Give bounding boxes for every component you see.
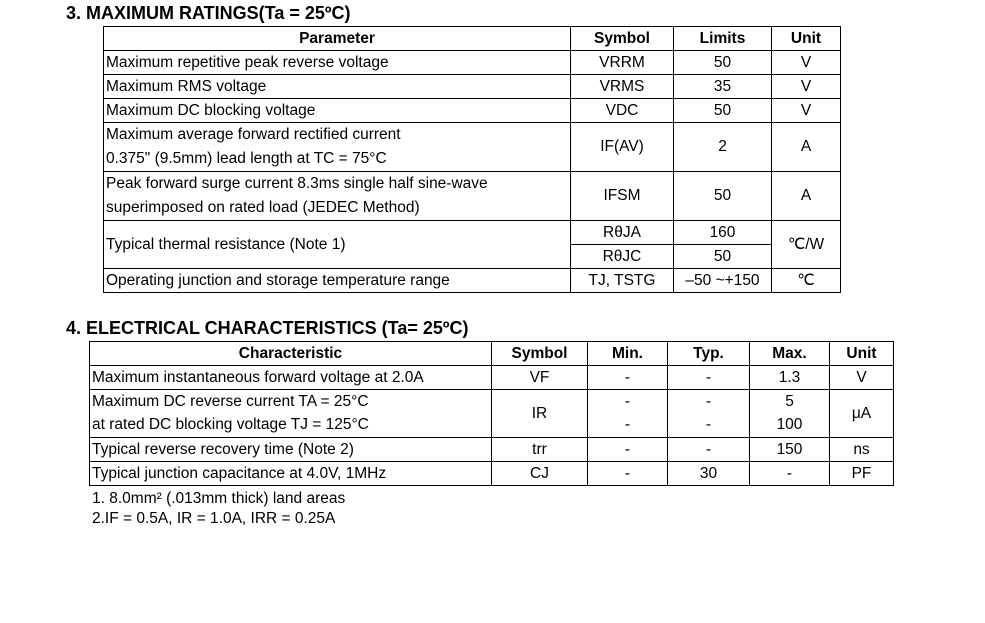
table-row: [90, 366, 894, 390]
limit-cell: 35: [674, 75, 772, 99]
max-cell: 100: [750, 414, 830, 438]
unit-cell: A: [772, 172, 841, 221]
symbol-cell: VDC: [571, 99, 674, 123]
header-limits: Limits: [674, 27, 772, 51]
param-cell: [104, 123, 571, 172]
unit-cell: PF: [830, 462, 894, 486]
footnotes: [92, 489, 345, 529]
header-min: Min.: [588, 342, 668, 366]
limit-cell: 50: [674, 245, 772, 269]
unit-cell: μA: [830, 390, 894, 438]
electrical-title: 4. ELECTRICAL CHARACTERISTICS (Ta= 25ºC): [66, 318, 469, 338]
typ-cell: -: [668, 390, 750, 414]
char-cell: Maximum DC reverse current TA = 25°C: [90, 390, 492, 414]
symbol-cell: IF(AV): [571, 123, 674, 172]
symbol-cell: IFSM: [571, 172, 674, 221]
param-line: Peak forward surge current 8.3ms single half sine-wave: [106, 175, 488, 192]
symbol-cell: RθJA: [571, 221, 674, 245]
unit-cell: ns: [830, 438, 894, 462]
max-cell: 150: [750, 438, 830, 462]
limit-cell: 50: [674, 172, 772, 221]
limit-cell: 160: [674, 221, 772, 245]
ratings-title: 3. MAXIMUM RATINGS(Ta = 25ºC): [66, 3, 351, 23]
unit-cell: V: [830, 366, 894, 390]
header-typ: Typ.: [668, 342, 750, 366]
min-cell: -: [588, 462, 668, 486]
footnote: 2.IF = 0.5A, IR = 1.0A, IRR = 0.25A: [92, 510, 336, 527]
symbol-cell: CJ: [492, 462, 588, 486]
limit-cell: 50: [674, 51, 772, 75]
table-row: [90, 438, 894, 462]
unit-cell: A: [772, 123, 841, 172]
param-cell: Maximum repetitive peak reverse voltage: [104, 51, 571, 75]
max-cell: 1.3: [750, 366, 830, 390]
min-cell: -: [588, 414, 668, 438]
electrical-characteristics-table: [89, 341, 894, 486]
table-header-row: [90, 342, 894, 366]
unit-cell: V: [772, 99, 841, 123]
typ-cell: -: [668, 438, 750, 462]
table-row: [104, 51, 841, 75]
min-cell: -: [588, 390, 668, 414]
header-unit: Unit: [772, 27, 841, 51]
table-row: [90, 462, 894, 486]
symbol-cell: TJ, TSTG: [571, 269, 674, 293]
unit-cell: V: [772, 75, 841, 99]
limit-cell: 2: [674, 123, 772, 172]
param-cell: Maximum DC blocking voltage: [104, 99, 571, 123]
char-cell: Typical junction capacitance at 4.0V, 1MHz: [90, 462, 492, 486]
param-line: 0.375" (9.5mm) lead length at TC = 75°C: [106, 150, 387, 167]
param-line: superimposed on rated load (JEDEC Method): [106, 199, 420, 216]
table-row: [90, 390, 894, 414]
unit-cell: ℃: [772, 269, 841, 293]
min-cell: -: [588, 366, 668, 390]
unit-cell: V: [772, 51, 841, 75]
table-row: [104, 99, 841, 123]
header-parameter: Parameter: [104, 27, 571, 51]
typ-cell: -: [668, 366, 750, 390]
max-cell: 5: [750, 390, 830, 414]
symbol-cell: RθJC: [571, 245, 674, 269]
param-cell: Maximum RMS voltage: [104, 75, 571, 99]
param-cell: Operating junction and storage temperature range: [104, 269, 571, 293]
limit-cell: 50: [674, 99, 772, 123]
header-characteristic: Characteristic: [90, 342, 492, 366]
header-max: Max.: [750, 342, 830, 366]
symbol-cell: IR: [492, 390, 588, 438]
char-cell: at rated DC blocking voltage TJ = 125°C: [90, 414, 492, 438]
table-row: [104, 172, 841, 221]
footnote: 1. 8.0mm² (.013mm thick) land areas: [92, 490, 346, 507]
max-cell: -: [750, 462, 830, 486]
char-cell: Maximum instantaneous forward voltage at 2.0A: [90, 366, 492, 390]
typ-cell: -: [668, 414, 750, 438]
table-row: [104, 269, 841, 293]
header-symbol: Symbol: [571, 27, 674, 51]
char-cell: Typical reverse recovery time (Note 2): [90, 438, 492, 462]
unit-cell: ℃/W: [772, 221, 841, 269]
table-row: [104, 221, 841, 245]
symbol-cell: VF: [492, 366, 588, 390]
header-symbol: Symbol: [492, 342, 588, 366]
table-row: [104, 123, 841, 172]
table-header-row: [104, 27, 841, 51]
header-unit: Unit: [830, 342, 894, 366]
symbol-cell: VRRM: [571, 51, 674, 75]
param-line: Maximum average forward rectified current: [106, 126, 401, 143]
table-row: [104, 75, 841, 99]
symbol-cell: VRMS: [571, 75, 674, 99]
min-cell: -: [588, 438, 668, 462]
typ-cell: 30: [668, 462, 750, 486]
param-cell: Typical thermal resistance (Note 1): [104, 221, 571, 269]
symbol-cell: trr: [492, 438, 588, 462]
limit-cell: –50 ~+150: [674, 269, 772, 293]
maximum-ratings-table: [103, 26, 841, 293]
param-cell: [104, 172, 571, 221]
